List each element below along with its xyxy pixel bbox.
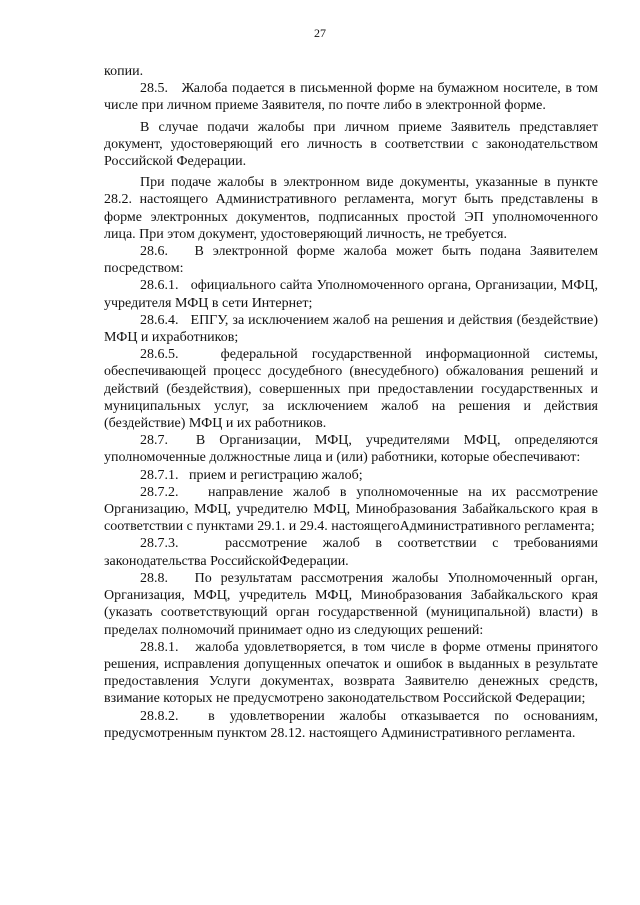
paragraph-28-6-5: 28.6.5. федеральной государственной информационной системы, обеспечивающей процесс досудебного (внесудебного) обжалования решений и действий (бездействия), совершенных при предоставлении государственных и муниципальных услуг, за исключением жалоб на решения и действия (бездействие) МФЦ и их работников. (104, 347, 598, 432)
paragraph-28-6: 28.6. В электронной форме жалоба может быть подана Заявителем посредством: (104, 244, 598, 277)
paragraph-28-8: 28.8. По результатам рассмотрения жалобы Уполномоченный орган, Организация, МФЦ, учредитель МФЦ, Минобразования Забайкальского края (указать соответствующий орган государственной (муниципальной) власти) в пределах полномочий принимает одно из следующих решений: (104, 570, 598, 638)
paragraph-28-7-1: 28.7.1. прием и регистрацию жалоб; (140, 467, 363, 483)
paragraph-28-6-4: 28.6.4. ЕПГУ, за исключением жалоб на решения и действия (бездействие) МФЦ и ихработников; (104, 312, 598, 346)
paragraph-28-5: 28.5. Жалоба подается в письменной форме на бумажном носителе, в том числе при личном приеме Заявителя, по почте либо в электронной форме. (104, 81, 598, 114)
paragraph-28-6-1: 28.6.1. официального сайта Уполномоченного органа, Организации, МФЦ, учредителя МФЦ в сети Интернет; (104, 278, 598, 311)
paragraph-28-7-3: 28.7.3. рассмотрение жалоб в соответствии с требованиями законодательства РоссийскойФедерации. (104, 536, 598, 569)
page-number: 27 (314, 26, 326, 40)
paragraph-personal-reception: В случае подачи жалобы при личном приеме Заявитель представляет документ, удостоверяющий его личность в соответствии с законодательством Российской Федерации. (104, 119, 598, 170)
paragraph-electronic-submission: При подаче жалобы в электронном виде документы, указанные в пункте 28.2. настоящего Административного регламента, могут быть представлены в форме электронных документов, подписанных простой ЭП уполномоченного лица. При этом документ, удостоверяющий личность, не требуется. (104, 175, 598, 242)
paragraph-28-7: 28.7. В Организации, МФЦ, учредителями МФЦ, определяются уполномоченные должностные лица и (или) работники, которые обеспечивают: (104, 433, 598, 466)
paragraph-28-8-2: 28.8.2. в удовлетворении жалобы отказывается по основаниям, предусмотренным пунктом 28.12. настоящего Административного регламента. (104, 708, 598, 741)
paragraph-28-7-2: 28.7.2. направление жалоб в уполномоченные на их рассмотрение Организацию, МФЦ, учредителю МФЦ, Минобразования Забайкальского края в соответствии с пунктами 29.1. и 29.4. настоящегоАдминистративного регламента; (104, 484, 598, 535)
paragraph-kopii: копии. (104, 64, 144, 79)
paragraph-28-8-1: 28.8.1. жалоба удовлетворяется, в том числе в форме отмены принятого решения, исправления допущенных опечаток и ошибок в выданных в результате предоставления Услуги документах, возврата Заявителю денежных средств, взимание которых не предусмотрено законодательством Российской Федерации; (104, 639, 598, 707)
document-body (104, 63, 598, 742)
